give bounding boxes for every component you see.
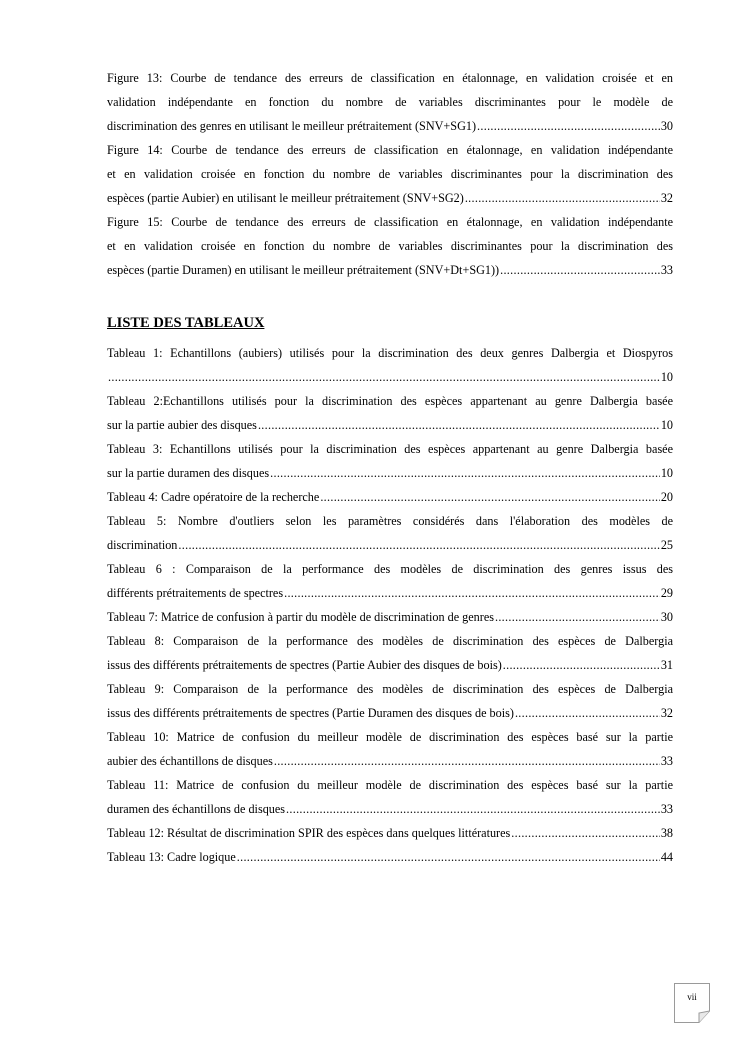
entry-last-line [107,533,673,557]
entry-text-line: et en validation croisée en fonction du nombre de variables discriminantes pour la discrimination des [107,167,673,181]
entry-text-line: Figure 14: Courbe de tendance des erreurs de classification en étalonnage, en validation indépendante [107,143,673,157]
entry-text: Tableau 13: Cadre logique [107,850,236,864]
dot-leader [237,845,660,869]
entry-text-line: Figure 13: Courbe de tendance des erreurs de classification en étalonnage, en validation croisée et en [107,71,673,85]
entry-text-line: Tableau 5: Nombre d'outliers selon les paramètres considérés dans l'élaboration des modèles de [107,514,673,528]
entry-page-number: 33 [660,263,673,277]
dot-leader [274,749,660,773]
entry-last-line [107,186,673,210]
entry-text: discrimination des genres en utilisant le meilleur prétraitement (SNV+SG1) [107,119,477,133]
entry-last-line [107,485,673,509]
entry-text: issus des différents prétraitements de spectres (Partie Aubier des disques de bois) [107,658,502,672]
page-number: vii [687,992,697,1002]
entry-text: différents prétraitements de spectres [107,586,284,600]
entry-last-line [107,845,673,869]
table-entry[interactable] [107,341,673,389]
dot-leader [511,821,660,845]
figure-list [107,66,673,282]
entry-last-line [107,258,673,282]
figure-entry[interactable] [107,138,673,210]
entry-text-line: Tableau 2:Echantillons utilisés pour la discrimination des espèces appartenant au genre Dalbergia basée [107,394,673,408]
entry-last-line [107,653,673,677]
entry-text: espèces (partie Aubier) en utilisant le meilleur prétraitement (SNV+SG2) [107,191,464,205]
table-list [107,341,673,869]
entry-text-line: Tableau 10: Matrice de confusion du meilleur modèle de discrimination des espèces basé sur la partie [107,730,673,744]
entry-text: sur la partie aubier des disques [107,418,257,432]
entry-text-line: validation indépendante en fonction du nombre de variables discriminantes pour le modèle de [107,95,673,109]
table-entry[interactable] [107,821,673,845]
dot-leader [286,797,660,821]
dot-leader [178,533,659,557]
entry-text-line: Tableau 3: Echantillons utilisés pour la discrimination des espèces appartenant au genre Dalbergia basée [107,442,673,456]
toc-page [107,66,673,869]
entry-text-line: et en validation croisée en fonction du nombre de variables discriminantes pour la discrimination des [107,239,673,253]
dot-leader [108,365,660,389]
table-entry[interactable] [107,389,673,437]
table-entry[interactable] [107,485,673,509]
entry-last-line [107,821,673,845]
dot-leader [270,461,660,485]
dot-leader [515,701,660,725]
dot-leader [495,605,660,629]
table-entry[interactable] [107,605,673,629]
dot-leader [320,485,660,509]
figure-entry[interactable] [107,66,673,138]
entry-text: aubier des échantillons de disques [107,754,273,768]
entry-page-number: 44 [660,850,673,864]
table-entry[interactable] [107,677,673,725]
table-entry[interactable] [107,629,673,677]
entry-text-line: Tableau 8: Comparaison de la performance des modèles de discrimination des espèces de Dalbergia [107,634,673,648]
dot-leader [503,653,660,677]
entry-last-line [107,461,673,485]
entry-page-number: 29 [660,586,673,600]
entry-page-number: 32 [660,706,673,720]
entry-text-line: Figure 15: Courbe de tendance des erreurs de classification en étalonnage, en validation indépendante [107,215,673,229]
table-entry[interactable] [107,437,673,485]
entry-text: duramen des échantillons de disques [107,802,286,816]
entry-last-line [107,413,673,437]
table-entry[interactable] [107,725,673,773]
table-entry[interactable] [107,773,673,821]
dot-leader [284,581,660,605]
entry-text: Tableau 12: Résultat de discrimination SPIR des espèces dans quelques littératures [107,826,511,840]
entry-page-number: 10 [660,466,673,480]
entry-text-line: Tableau 6 : Comparaison de la performance des modèles de discrimination des genres issus des [107,562,673,576]
entry-page-number: 32 [660,191,673,205]
entry-text: issus des différents prétraitements de spectres (Partie Duramen des disques de bois) [107,706,514,720]
page-corner-icon [674,983,710,1023]
entry-page-number: 10 [660,418,673,432]
entry-text-line: Tableau 9: Comparaison de la performance des modèles de discrimination des espèces de Dalbergia [107,682,673,696]
dot-leader [477,114,660,138]
entry-page-number: 31 [660,658,673,672]
entry-page-number: 10 [660,370,673,384]
entry-last-line [107,581,673,605]
entry-last-line [107,365,673,389]
entry-text: Tableau 4: Cadre opératoire de la recherche [107,490,320,504]
dot-leader [258,413,660,437]
tables-section-title: LISTE DES TABLEAUX [107,315,265,331]
entry-text: espèces (partie Duramen) en utilisant le meilleur prétraitement (SNV+Dt+SG1)) [107,263,500,277]
entry-last-line [107,701,673,725]
entry-page-number: 20 [660,490,673,504]
entry-text: Tableau 7: Matrice de confusion à partir du modèle de discrimination de genres [107,610,494,624]
entry-page-number: 33 [660,802,673,816]
entry-page-number: 30 [660,610,673,624]
entry-last-line [107,749,673,773]
entry-text: sur la partie duramen des disques [107,466,270,480]
entry-last-line [107,797,673,821]
entry-page-number: 30 [660,119,673,133]
entry-page-number: 33 [660,754,673,768]
entry-text-line: Tableau 1: Echantillons (aubiers) utilisés pour la discrimination des deux genres Dalbergia et Diospyros [107,346,673,360]
entry-last-line [107,114,673,138]
entry-page-number: 25 [660,538,673,552]
dot-leader [465,186,660,210]
entry-text-line: Tableau 11: Matrice de confusion du meilleur modèle de discrimination des espèces basé sur la partie [107,778,673,792]
entry-text: discrimination [107,538,178,552]
entry-page-number: 38 [660,826,673,840]
entry-last-line [107,605,673,629]
table-entry[interactable] [107,845,673,869]
figure-entry[interactable] [107,210,673,282]
page-number-badge [674,983,710,1023]
table-entry[interactable] [107,557,673,605]
dot-leader [500,258,660,282]
table-entry[interactable] [107,509,673,557]
